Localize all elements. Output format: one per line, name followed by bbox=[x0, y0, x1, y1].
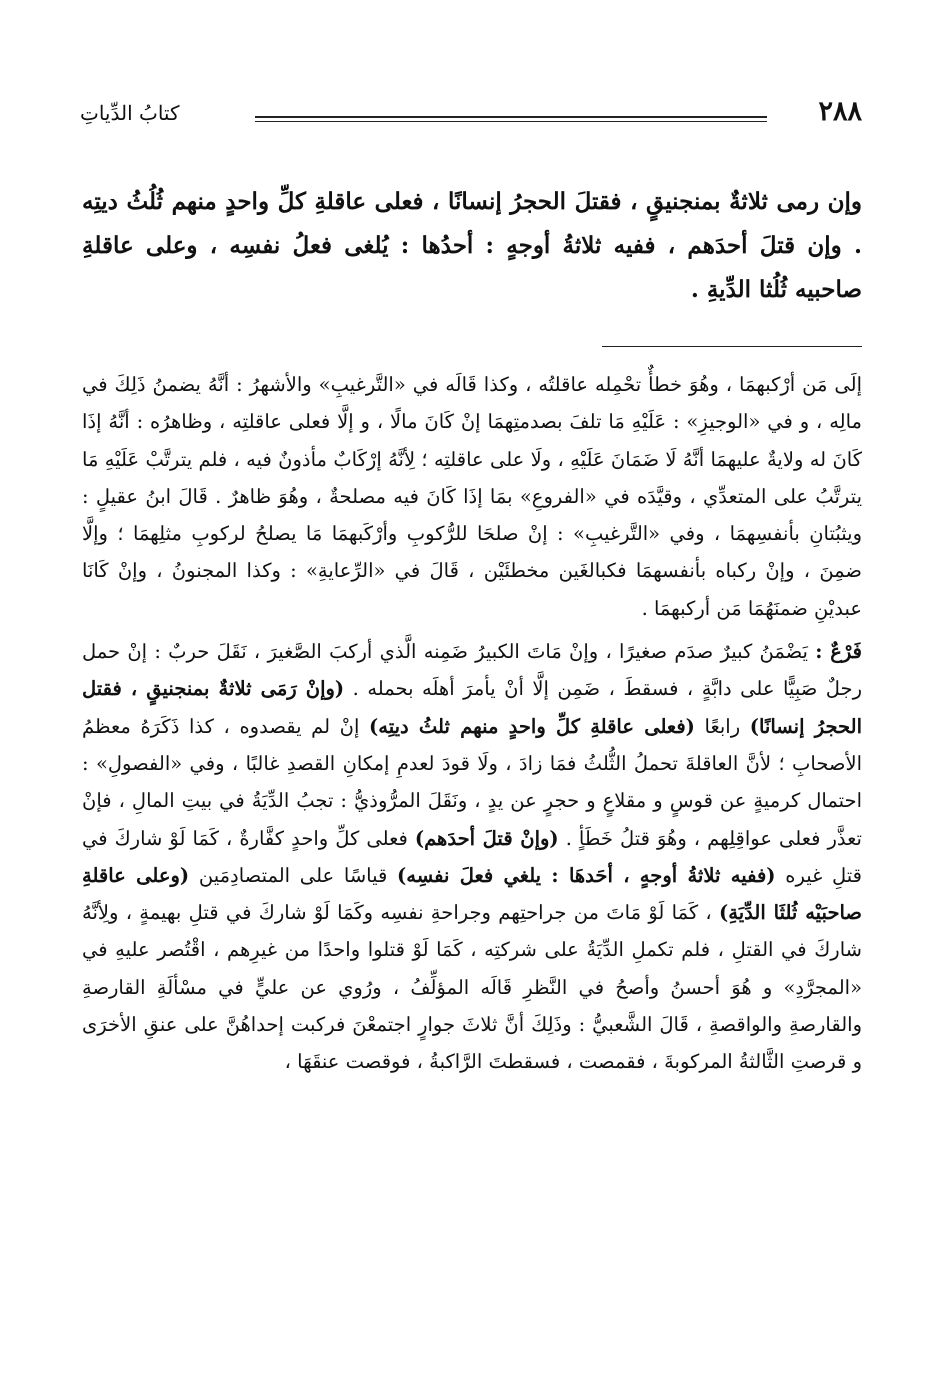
quoted-matn: (ففيه ثلاثةُ أوجهٍ ، أحَدهَا : يلغي فعلَ نفسِه) bbox=[397, 863, 776, 887]
page-number: ٢٨٨ bbox=[818, 96, 862, 127]
commentary bbox=[82, 366, 862, 1081]
main-text bbox=[82, 180, 862, 312]
commentary-text: قياسًا على المتصادِمَين bbox=[189, 863, 398, 887]
commentary-text: فعلى كلِّ واحدٍ كفَّارةٌ ، كَمَا لَوْ شاركَ في قتلِ غيره bbox=[82, 826, 862, 887]
commentary-paragraph-2 bbox=[82, 633, 862, 1081]
quoted-matn: (وعلى عاقلةِ صاحبَيْه ثُلثَا الدِّيَةِ) bbox=[82, 863, 862, 925]
quoted-matn: (فعلى عاقلةِ كلِّ واحدٍ منهم ثلثُ ديتِه) bbox=[369, 714, 695, 738]
book-title: كتابُ الدِّياتِ bbox=[80, 101, 180, 125]
quoted-matn: (وإنْ قتلَ أحدَهم) bbox=[414, 826, 559, 850]
section-label-far: فَرْعٌ : bbox=[815, 640, 862, 664]
main-text-paragraph: وإن رمى ثلاثةٌ بمنجنيقٍ ، فقتلَ الحجرُ إنسانًا ، فعلى عاقلةِ كلِّ واحدٍ منهم ثُلُثُ ديتِه . وإن قتلَ أحدَهم ، ففيه ثلاثةُ أوجهٍ : أحدُها : يُلغى فعلُ نفسِه ، وعلى عاقلةِ صاحبيه ثُلُثا الدِّيةِ . bbox=[82, 188, 862, 303]
header-rule bbox=[255, 116, 767, 118]
commentary-text: ، كَمَا لَوْ مَاتَ من جراحتِهم وجراحةِ نفسِه وكَمَا لَوْ شاركَ في قتلِ بهيمةٍ ، ولِأنَّهُ شاركَ في القتلِ ، فلم تكملِ الدِّيَةُ على شركتِه ، كَمَا لَوْ قتلوا واحدًا من غيرِهم ، اقْتُصر عليهِ في «المجرَّدِ» و هُوَ أحسنُ وأصحُ في النَّظرِ قَالَه المؤلِّفُ ، ورُوي عن عليٍّ في مسْألَةِ القارصةِ والقارصةِ والواقصةِ ، قَالَ الشَّعبيُّ : وذَلِكَ أنَّ ثلاثَ جوارٍ اجتمعْنَ فركبت إحداهُنَّ على عنقِ الأخرَى و قرصتِ الثَّالثةُ المركوبةَ ، فقمصت ، فسقطتَ الرَّاكبةُ ، فوقصت عنقَهَا ، bbox=[82, 901, 862, 1074]
commentary-text: رابعًا bbox=[694, 714, 750, 738]
quoted-matn: (وإنْ رَمَى ثلاثةٌ بمنجنيقٍ ، فقتل الحجرُ إنسانًا) bbox=[82, 677, 863, 738]
footnote-divider bbox=[602, 346, 862, 347]
commentary-text: إنْ لم يقصدوه ، كذا ذَكَرَهُ معظمُ الأصحابِ ؛ لأنَّ العاقلةَ تحملُ الثُّلثُ فمَا زادَ ، ولَا قودَ لعدمِ إمكانِ القصدِ غالبًا ، وفي «الفصولِ» : احتمال كرميةٍ عن قوسٍ و مقلاعٍ و حجرٍ عن يدٍ ، ونَقَلَ المرُّوذيُّ : تجبُ الدِّيَةُ في بيتِ المالِ ، فإنْ تعذَّر فعلى عواقِلِهم ، وهُوَ قتلُ خَطَأٍ . bbox=[82, 714, 862, 850]
page-header bbox=[80, 92, 862, 136]
commentary-paragraph-1: إلَى مَن أرْكبهمَا ، وهُوَ خطأٌ تحْمِله عاقلتُه ، وكذا قَالَه في «التَّرغيبِ» والأشهرُ : أنَّهُ يضمنُ ذَلِكَ في مالِه ، و في «الوجيزِ» : عَلَيْهِ مَا تلفَ بصدمتِهمَا إنْ كَانَ مالًا ، و إلَّا فعلى عاقلتِه ، وظاهرُه : أنَّهُ إذَا كَانَ له ولايةٌ عليهمَا أنَّهُ لَا ضَمَانَ عَلَيْهِ ، ولَا على عاقلتِه ؛ لِأنَّهُ إرْكَابٌ مأذونٌ فيه ، فلم يترتَّبْ عَلَيْهِ مَا يترتَّبُ على المتعدِّي ، وقيَّدَه في «الفروعِ» بمَا إذَا كَانَ فيه مصلحةٌ ، وهُوَ ظاهرٌ . قَالَ ابنُ عقيلٍ : ويثبُتانِ بأنفسِهمَا ، وفي «التَّرغيبِ» : إنْ صلحَا للرُّكوبِ وأرْكَبهمَا مَا يصلحُ لركوبِ مثلِهمَا ؛ وإلَّا ضمِنَ ، وإنْ ركباه بأنفسهمَا فكبالغَين مخطئَيْن ، قَالَ في «الرِّعايةِ» : وكذا المجنونُ ، وإنْ كَانَا عبديْنِ ضمنَهُمَا مَن أركبهمَا . bbox=[82, 373, 862, 620]
commentary-text: يَضْمَنُ كبيرٌ صدَم صغيرًا ، وإنْ مَاتَ الكبيرُ ضَمِنه الَّذي أركبَ الصَّغيرَ ، نَقَلَ حربٌ : إنْ حمل رجلٌ صَبِيًّا على دابَّةٍ ، فسقطَ ، ضَمِن إلَّا أنْ يأمرَ أهلَه بحمله . bbox=[82, 640, 862, 701]
